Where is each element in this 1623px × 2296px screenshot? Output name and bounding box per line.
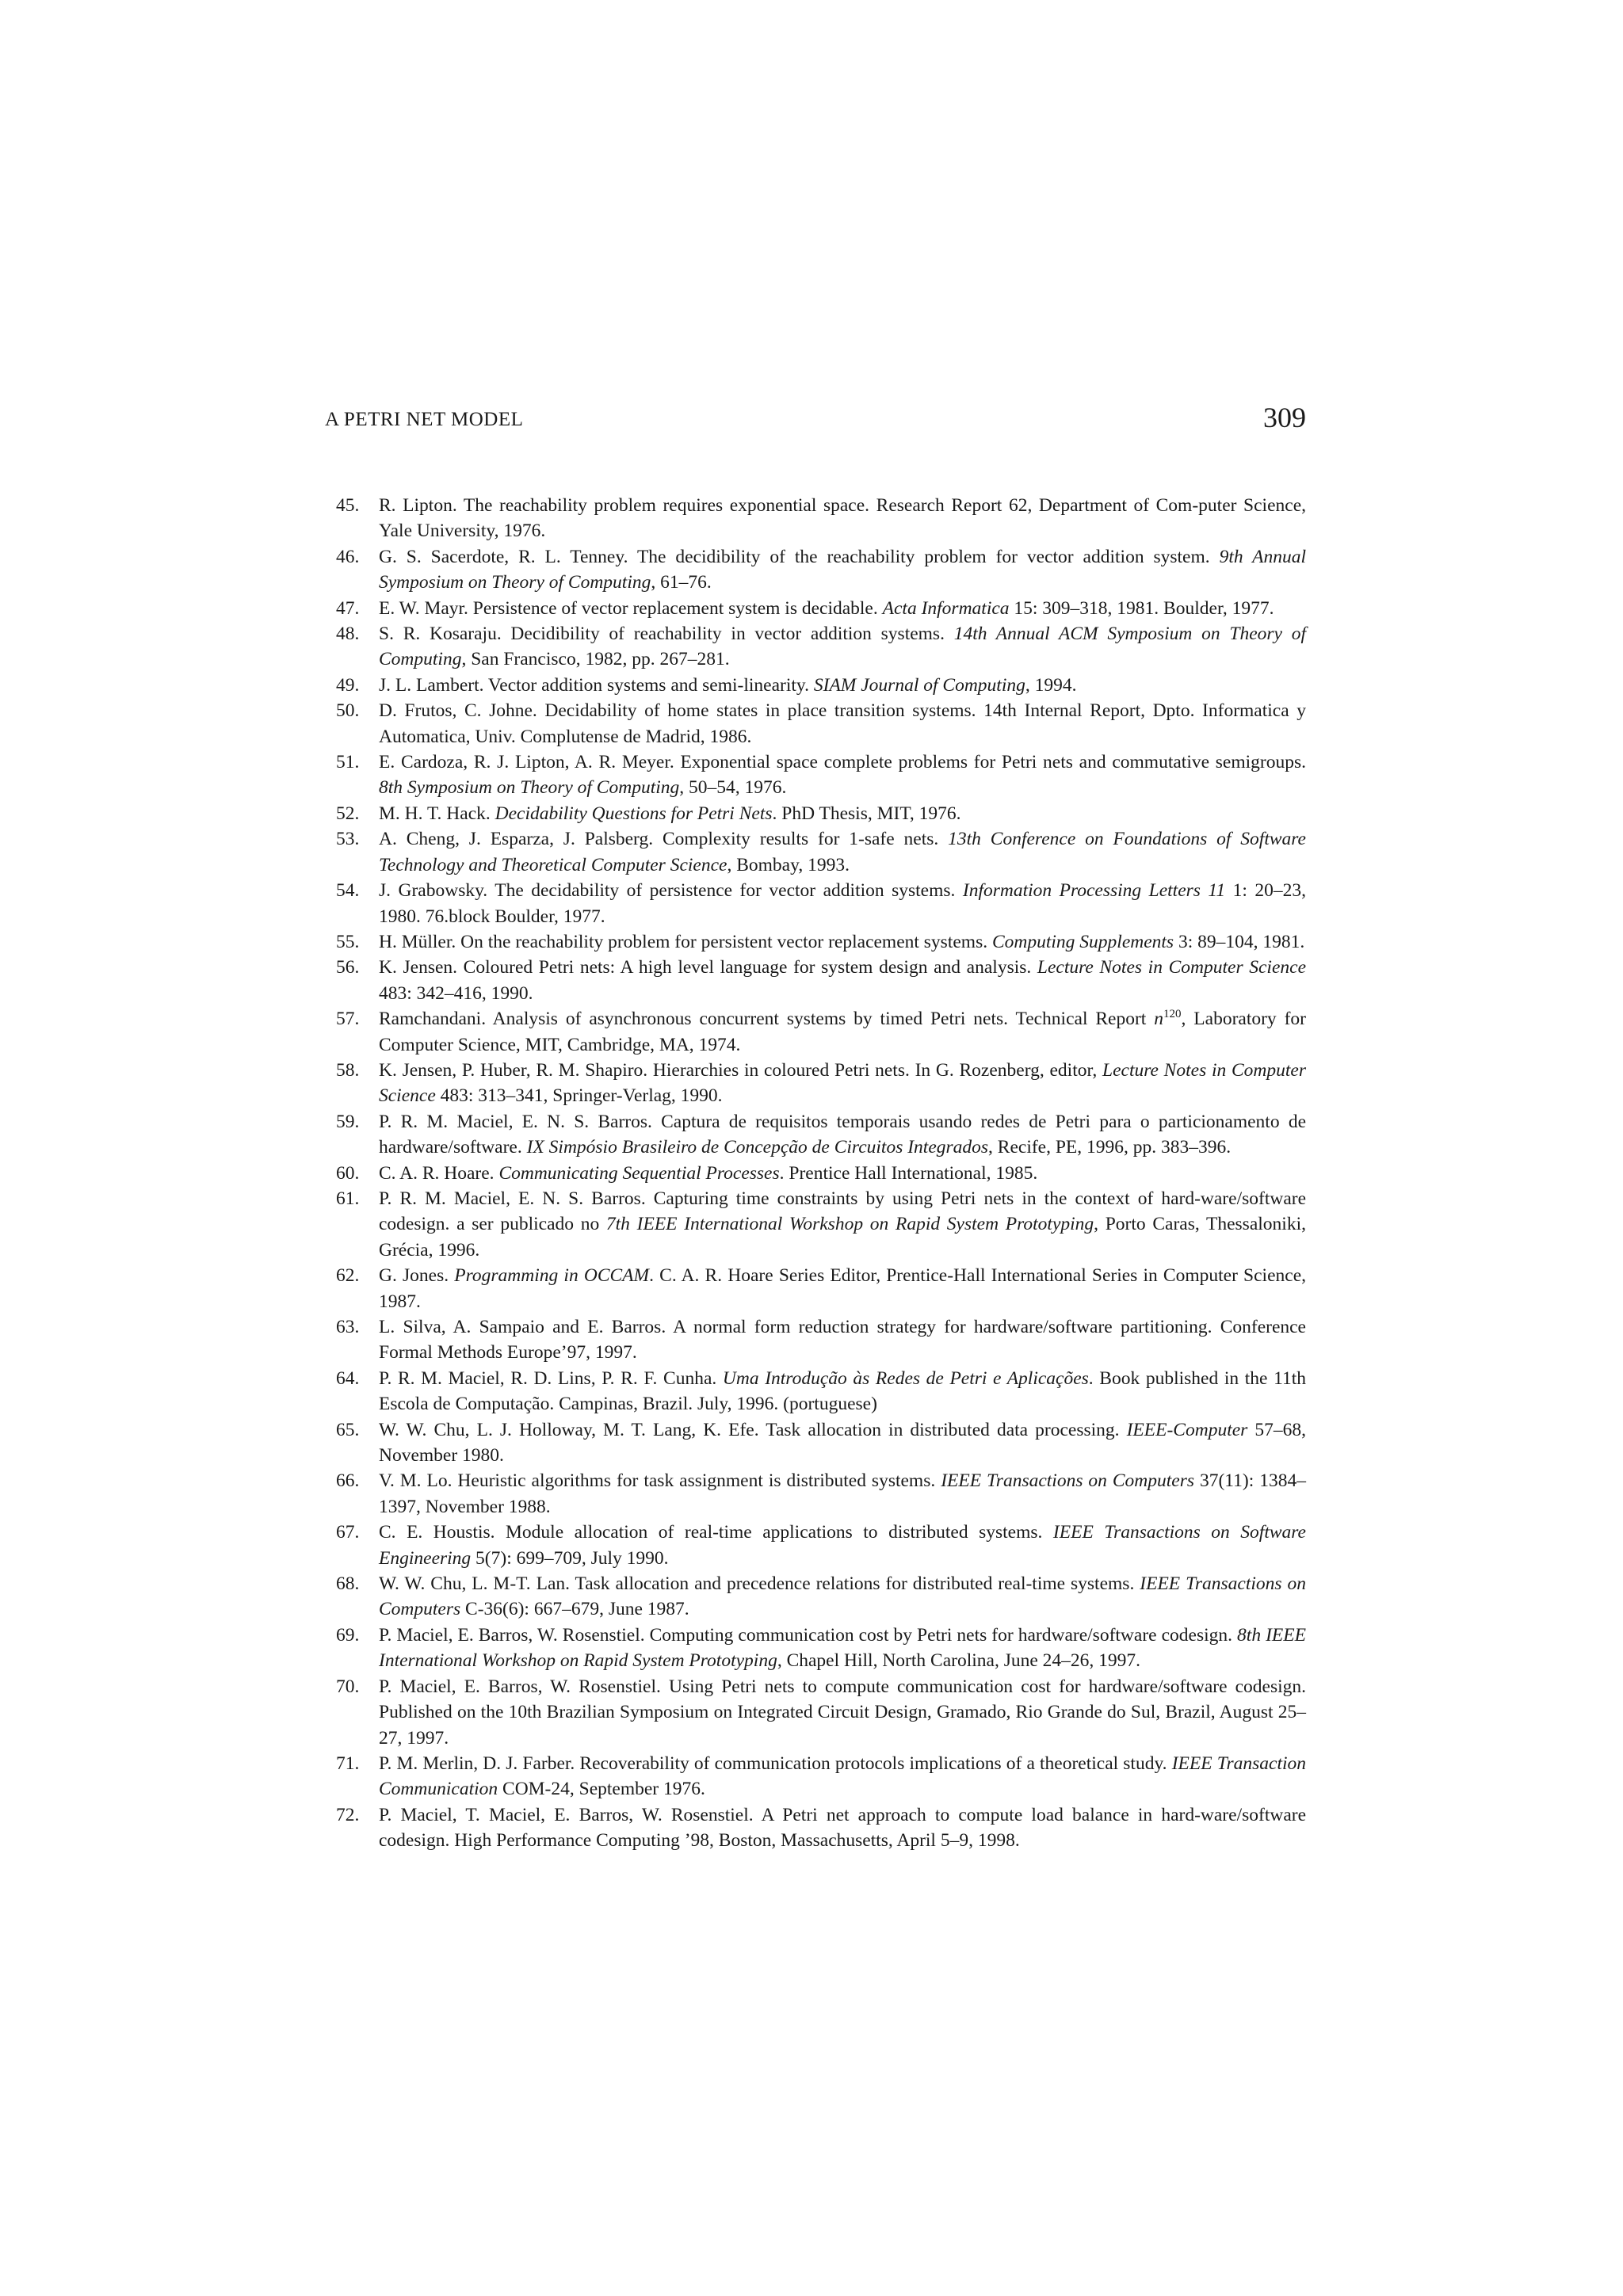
reference-text: P. Maciel, T. Maciel, E. Barros, W. Rosenstiel. A Petri net approach to compute load balance in hard-ware/software codesign. High Performance Computing ’98, Boston, Massachusetts, April 5–9, 1998. — [379, 1804, 1306, 1852]
reference-item — [325, 1468, 1306, 1520]
reference-item — [325, 1751, 1306, 1802]
reference-item — [325, 929, 1306, 955]
reference-number: 55. — [336, 931, 360, 952]
reference-text: H. Müller. On the reachability problem for persistent vector replacement systems. Computing Supplements 3: 89–104, 1981. — [379, 931, 1305, 952]
reference-text: L. Silva, A. Sampaio and E. Barros. A normal form reduction strategy for hardware/software partitioning. Conference Formal Methods Europe’97, 1997. — [379, 1317, 1306, 1363]
reference-number: 51. — [336, 752, 360, 773]
reference-text: P. Maciel, E. Barros, W. Rosenstiel. Computing communication cost by Petri nets for hardware/software codesign. 8th IEEE International Workshop on Rapid System Prototyping, Chapel Hill, North Carolina, June 24–26, 1997. — [379, 1624, 1306, 1672]
reference-number: 49. — [336, 674, 360, 696]
reference-text: A. Cheng, J. Esparza, J. Palsberg. Complexity results for 1-safe nets. 13th Conference on Foundations of Software Technology and Theoretical Computer Science, Bombay, 1993. — [379, 829, 1306, 875]
reference-number: 50. — [336, 700, 360, 722]
reference-number: 63. — [336, 1317, 360, 1337]
reference-text: D. Frutos, C. Johne. Decidability of home states in place transition systems. 14th Internal Report, Dpto. Informatica y Automatica, Univ. Complutense de Madrid, 1986. — [379, 700, 1306, 747]
reference-text: P. R. M. Maciel, E. N. S. Barros. Capturing time constraints by using Petri nets in the context of hard-ware/software codesign. a ser publicado no 7th IEEE International Workshop on Rapid System Prototyping, Porto Caras, Thessaloniki, Grécia, 1996. — [379, 1188, 1306, 1261]
reference-item — [325, 1802, 1306, 1854]
reference-text: P. Maciel, E. Barros, W. Rosenstiel. Using Petri nets to compute communication cost for hardware/software codesign. Published on the 10th Brazilian Symposium on Integrated Circuit Design, Gramado, Rio Grande do Sul, Brazil, August 25–27, 1997. — [379, 1676, 1306, 1749]
reference-item — [325, 1058, 1306, 1109]
reference-item — [325, 698, 1306, 749]
reference-number: 72. — [336, 1804, 360, 1825]
reference-item — [325, 1109, 1306, 1161]
reference-item — [325, 749, 1306, 801]
reference-text: Ramchandani. Analysis of asynchronous concurrent systems by timed Petri nets. Technical Report $n^{120}$, Laboratory for Computer Science, MIT, Cambridge, MA, 1974. — [379, 1008, 1306, 1055]
reference-text: W. W. Chu, L. M-T. Lan. Task allocation and precedence relations for distributed real-time systems. IEEE Transactions on Computers C-36(6): 667–679, June 1987. — [379, 1573, 1306, 1620]
reference-item — [325, 493, 1306, 544]
reference-number: 61. — [336, 1188, 360, 1209]
reference-item — [325, 1520, 1306, 1571]
reference-item — [325, 801, 1306, 826]
reference-number: 67. — [336, 1522, 360, 1543]
reference-item — [325, 826, 1306, 878]
reference-item — [325, 673, 1306, 698]
running-title: A PETRI NET MODEL — [325, 409, 524, 430]
reference-number: 56. — [336, 957, 360, 978]
reference-text: P. M. Merlin, D. J. Farber. Recoverability of communication protocols implications of a theoretical study. IEEE Transaction Communication COM-24, September 1976. — [379, 1753, 1306, 1800]
reference-text: P. R. M. Maciel, E. N. S. Barros. Captura de requisitos temporais usando redes de Petri para o particionamento de hardware/software. IX Simpósio Brasileiro de Concepção de Circuitos Integrados, Recife, PE, 1996, pp. 383–396. — [379, 1111, 1306, 1158]
reference-number: 58. — [336, 1059, 360, 1081]
reference-item — [325, 1417, 1306, 1469]
reference-number: 46. — [336, 546, 360, 567]
reference-number: 52. — [336, 803, 360, 824]
reference-number: 60. — [336, 1162, 360, 1184]
reference-number: 69. — [336, 1624, 360, 1646]
reference-text: C. E. Houstis. Module allocation of real-time applications to distributed systems. IEEE Transactions on Software Engineering 5(7): 699–709, July 1990. — [379, 1522, 1306, 1569]
reference-number: 71. — [336, 1753, 360, 1774]
reference-text: K. Jensen. Coloured Petri nets: A high level language for system design and analysis. Lecture Notes in Computer Science 483: 342–416, 1990. — [379, 957, 1306, 1004]
reference-text: M. H. T. Hack. Decidability Questions for Petri Nets. PhD Thesis, MIT, 1976. — [379, 803, 961, 824]
reference-number: 59. — [336, 1111, 360, 1132]
reference-number: 54. — [336, 880, 360, 902]
reference-text: S. R. Kosaraju. Decidibility of reachability in vector addition systems. 14th Annual ACM Symposium on Theory of Computing, San Francisco, 1982, pp. 267–281. — [379, 624, 1306, 670]
reference-text: E. Cardoza, R. J. Lipton, A. R. Meyer. Exponential space complete problems for Petri nets and commutative semigroups. 8th Symposium on Theory of Computing, 50–54, 1976. — [379, 752, 1306, 799]
reference-item — [325, 1674, 1306, 1751]
reference-text: G. S. Sacerdote, R. L. Tenney. The decidibility of the reachability problem for vector addition system. 9th Annual Symposium on Theory of Computing, 61–76. — [379, 546, 1306, 593]
reference-number: 57. — [336, 1009, 360, 1030]
running-head — [325, 395, 1306, 434]
reference-number: 68. — [336, 1573, 360, 1595]
reference-text: J. Grabowsky. The decidability of persistence for vector addition systems. Information Processing Letters 11 1: 20–23, 1980. 76.block Boulder, 1977. — [379, 880, 1307, 927]
reference-list — [325, 493, 1306, 1854]
reference-item — [325, 1623, 1306, 1674]
reference-text: V. M. Lo. Heuristic algorithms for task assignment is distributed systems. IEEE Transactions on Computers 37(11): 1384–1397, November 1988. — [379, 1470, 1306, 1517]
reference-text: P. R. M. Maciel, R. D. Lins, P. R. F. Cunha. Uma Introdução às Redes de Petri e Aplicações. Book published in the 11th Escola de Computação. Campinas, Brazil. July, 1996. (portuguese) — [379, 1367, 1306, 1415]
reference-item — [325, 544, 1306, 596]
reference-item — [325, 621, 1306, 673]
reference-item — [325, 1571, 1306, 1623]
reference-item — [325, 955, 1306, 1006]
reference-number: 62. — [336, 1265, 360, 1287]
reference-item — [325, 1263, 1306, 1314]
reference-number: 66. — [336, 1470, 360, 1492]
reference-text: W. W. Chu, L. J. Holloway, M. T. Lang, K. Efe. Task allocation in distributed data processing. IEEE-Computer 57–68, November 1980. — [379, 1419, 1306, 1466]
reference-item — [325, 1186, 1306, 1263]
reference-item — [325, 1366, 1306, 1417]
page-number: 309 — [1263, 402, 1306, 433]
reference-item — [325, 596, 1306, 621]
reference-item — [325, 1006, 1306, 1058]
reference-number: 70. — [336, 1676, 360, 1697]
reference-text: E. W. Mayr. Persistence of vector replacement system is decidable. Acta Informatica 15: 309–318, 1981. Boulder, 1977. — [379, 597, 1274, 619]
reference-text: C. A. R. Hoare. Communicating Sequential Processes. Prentice Hall International, 1985. — [379, 1162, 1038, 1184]
reference-item — [325, 1314, 1306, 1366]
reference-text: J. L. Lambert. Vector addition systems and semi-linearity. SIAM Journal of Computing, 1994. — [379, 674, 1077, 696]
reference-number: 53. — [336, 829, 360, 850]
reference-item — [325, 878, 1306, 929]
reference-text: K. Jensen, P. Huber, R. M. Shapiro. Hierarchies in coloured Petri nets. In G. Rozenberg, editor, Lecture Notes in Computer Science 483: 313–341, Springer-Verlag, 1990. — [379, 1059, 1306, 1107]
reference-number: 48. — [336, 624, 360, 645]
reference-number: 64. — [336, 1367, 360, 1389]
reference-text: G. Jones. Programming in OCCAM. C. A. R. Hoare Series Editor, Prentice-Hall International Series in Computer Science, 1987. — [379, 1265, 1306, 1312]
reference-item — [325, 1161, 1306, 1186]
reference-number: 47. — [336, 597, 360, 619]
reference-text: R. Lipton. The reachability problem requires exponential space. Research Report 62, Department of Com-puter Science, Yale University, 1976. — [379, 495, 1306, 542]
reference-number: 45. — [336, 495, 360, 516]
reference-number: 65. — [336, 1419, 360, 1440]
